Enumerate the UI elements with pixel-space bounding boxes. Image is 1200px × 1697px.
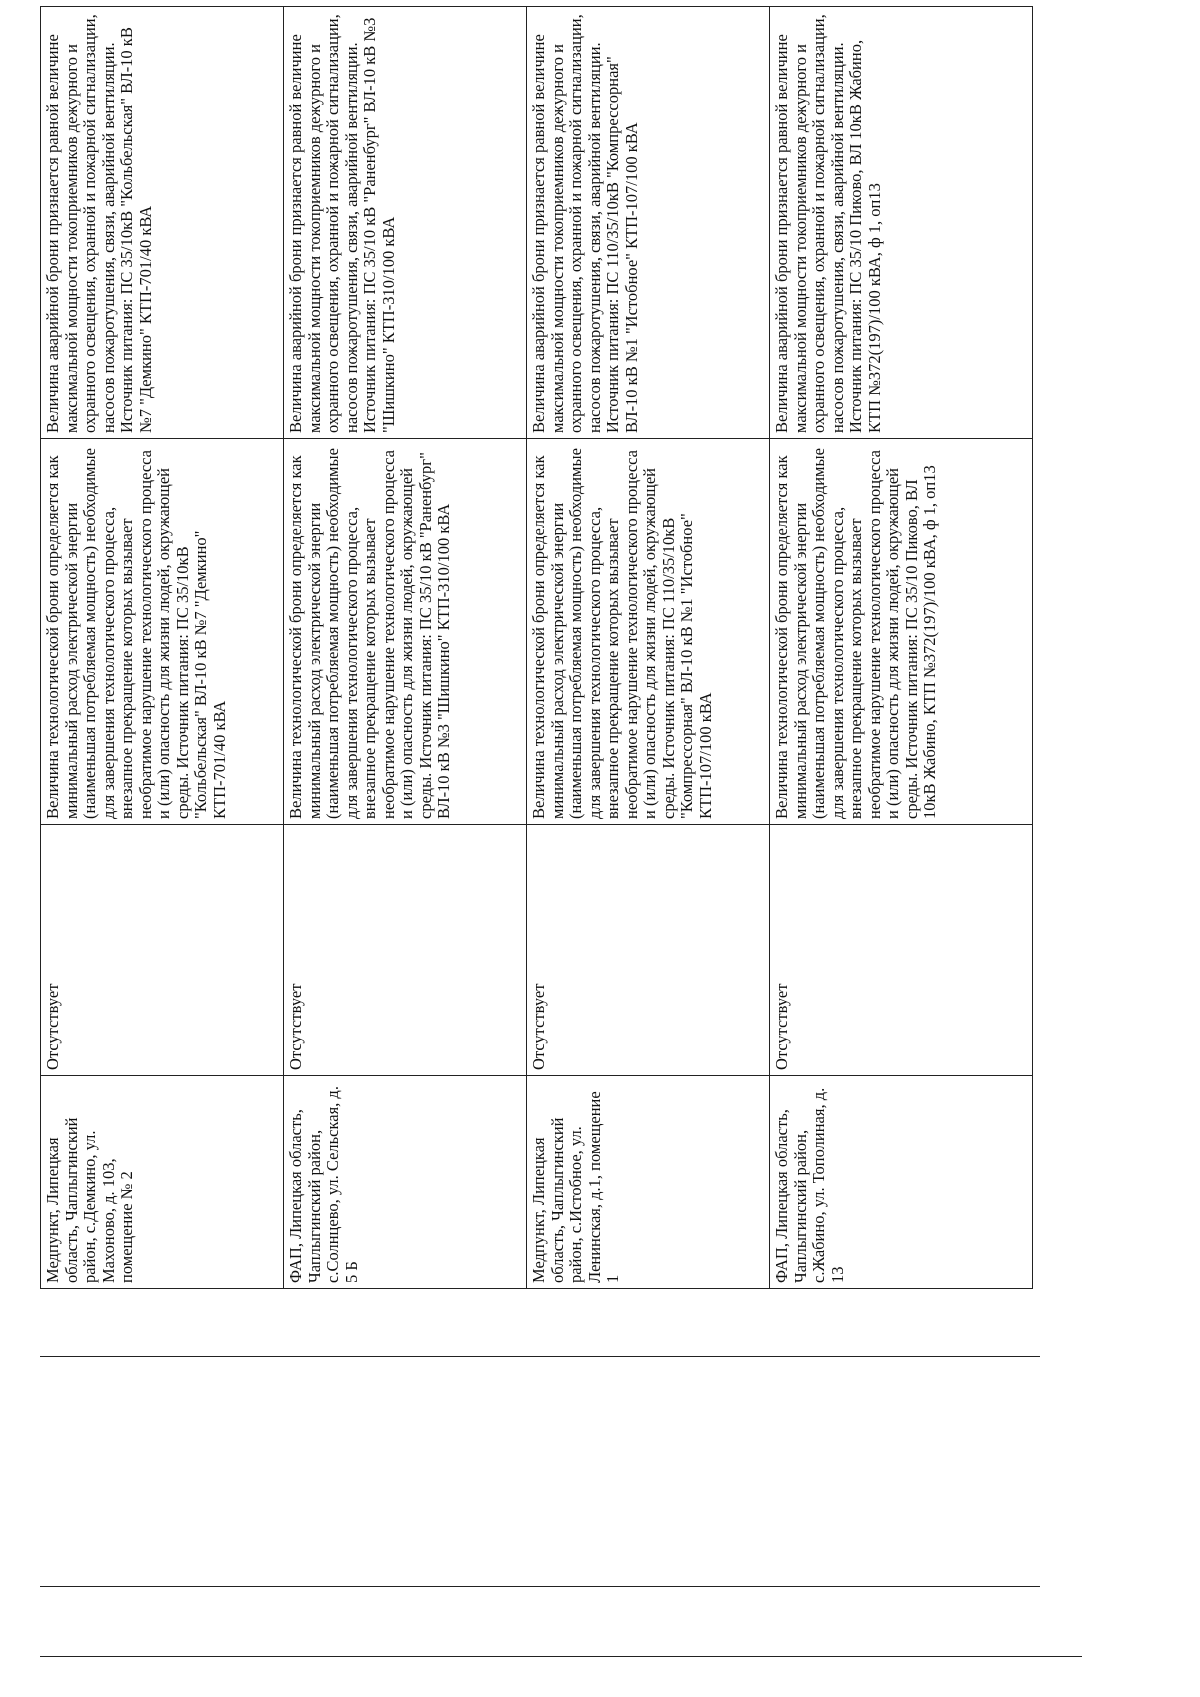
table-row bbox=[527, 7, 770, 1289]
cell-object: Медпункт, Липецкая область, Чаплыгинский район, с.Истобное, ул. Ленинская, д.1, помещение 1 bbox=[527, 1076, 770, 1289]
cell-object: ФАП, Липецкая область, Чаплыгинский район, с.Солнцево, ул. Сельская, д. 5 Б bbox=[284, 1076, 527, 1289]
left-rule-3 bbox=[40, 1356, 1040, 1357]
cell-status: Отсутствует bbox=[770, 825, 1033, 1076]
table-row bbox=[284, 7, 527, 1289]
cell-status: Отсутствует bbox=[527, 825, 770, 1076]
cell-object: Медпункт, Липецкая область, Чаплыгинский район, с.Демкино, ул. Махоново, д. 103, помещение № 2 bbox=[41, 1076, 284, 1289]
left-rule-2 bbox=[40, 1586, 1040, 1587]
cell-avar-bronya: Величина аварийной брони признается равной величине максимальной мощности токоприемников дежурного и охранного освещения, охранной и пожарной сигнализации, насосов пожаротушения, связи, аварийной вентиляции. Источник питания: ПС 35/10кВ "Кольбельская" ВЛ-10 кВ №7 "Демкино" КТП-701/40 кВА bbox=[41, 7, 284, 439]
cell-object: ФАП, Липецкая область, Чаплыгинский район, с.Жабино, ул. Тополиная, д. 13 bbox=[770, 1076, 1033, 1289]
cell-tech-bronya: Величина технологической брони определяется как минимальный расход электрической энергии (наименьшая потребляемая мощность) необходимые для завершения технологического процесса, внезапное прекращение которых вызывает необратимое нарушение технологического процесса и (или) опасность для жизни людей, окружающей среды. Источник питания: ПС 35/10 Пиково, ВЛ 10кВ Жабино, КТП №372(197)/100 кВА, ф 1, оп13 bbox=[770, 439, 1033, 825]
cell-tech-bronya: Величина технологической брони определяется как минимальный расход электрической энергии (наименьшая потребляемая мощность) необходимые для завершения технологического процесса, внезапное прекращение которых вызывает необратимое нарушение технологического процесса и (или) опасность для жизни людей, окружающей среды. Источник питания: ПС 35/10кВ "Кольбельская" ВЛ-10 кВ №7 "Демкино" КТП-701/40 кВА bbox=[41, 439, 284, 825]
table-row bbox=[770, 7, 1033, 1289]
cell-avar-bronya: Величина аварийной брони признается равной величине максимальной мощности токоприемников дежурного и охранного освещения, охранной и пожарной сигнализации, насосов пожаротушения, связи, аварийной вентиляции. Источник питания: ПС 35/10 кВ "Раненбург" ВЛ-10 кВ №3 "Шишкино" КТП-310/100 кВА bbox=[284, 7, 527, 439]
bronya-table bbox=[40, 10, 1032, 1289]
cell-tech-bronya: Величина технологической брони определяется как минимальный расход электрической энергии (наименьшая потребляемая мощность) необходимые для завершения технологического процесса, внезапное прекращение которых вызывает необратимое нарушение технологического процесса и (или) опасность для жизни людей, окружающей среды. Источник питания: ПС 110/35/10кВ "Компрессорная" ВЛ-10 кВ №1 "Истобное" КТП-107/100 кВА bbox=[527, 439, 770, 825]
table-row bbox=[41, 7, 284, 1289]
cell-status: Отсутствует bbox=[284, 825, 527, 1076]
left-rule-1 bbox=[40, 1656, 1082, 1657]
cell-status: Отсутствует bbox=[41, 825, 284, 1076]
cell-avar-bronya: Величина аварийной брони признается равной величине максимальной мощности токоприемников дежурного и охранного освещения, охранной и пожарной сигнализации, насосов пожаротушения, связи, аварийной вентиляции. Источник питания: ПС 35/10 Пиково, ВЛ 10кВ Жабино, КТП №372(197)/100 кВА, ф 1, оп13 bbox=[770, 7, 1033, 439]
cell-tech-bronya: Величина технологической брони определяется как минимальный расход электрической энергии (наименьшая потребляемая мощность) необходимые для завершения технологического процесса, внезапное прекращение которых вызывает необратимое нарушение технологического процесса и (или) опасность для жизни людей, окружающей среды. Источник питания: ПС 35/10 кВ "Раненбург" ВЛ-10 кВ №3 "Шишкино" КТП-310/100 кВА bbox=[284, 439, 527, 825]
cell-avar-bronya: Величина аварийной брони признается равной величине максимальной мощности токоприемников дежурного и охранного освещения, охранной и пожарной сигнализации, насосов пожаротушения, связи, аварийной вентиляции. Источник питания: ПС 110/35/10кВ "Компрессорная" ВЛ-10 кВ №1 "Истобное" КТП-107/100 кВА bbox=[527, 7, 770, 439]
